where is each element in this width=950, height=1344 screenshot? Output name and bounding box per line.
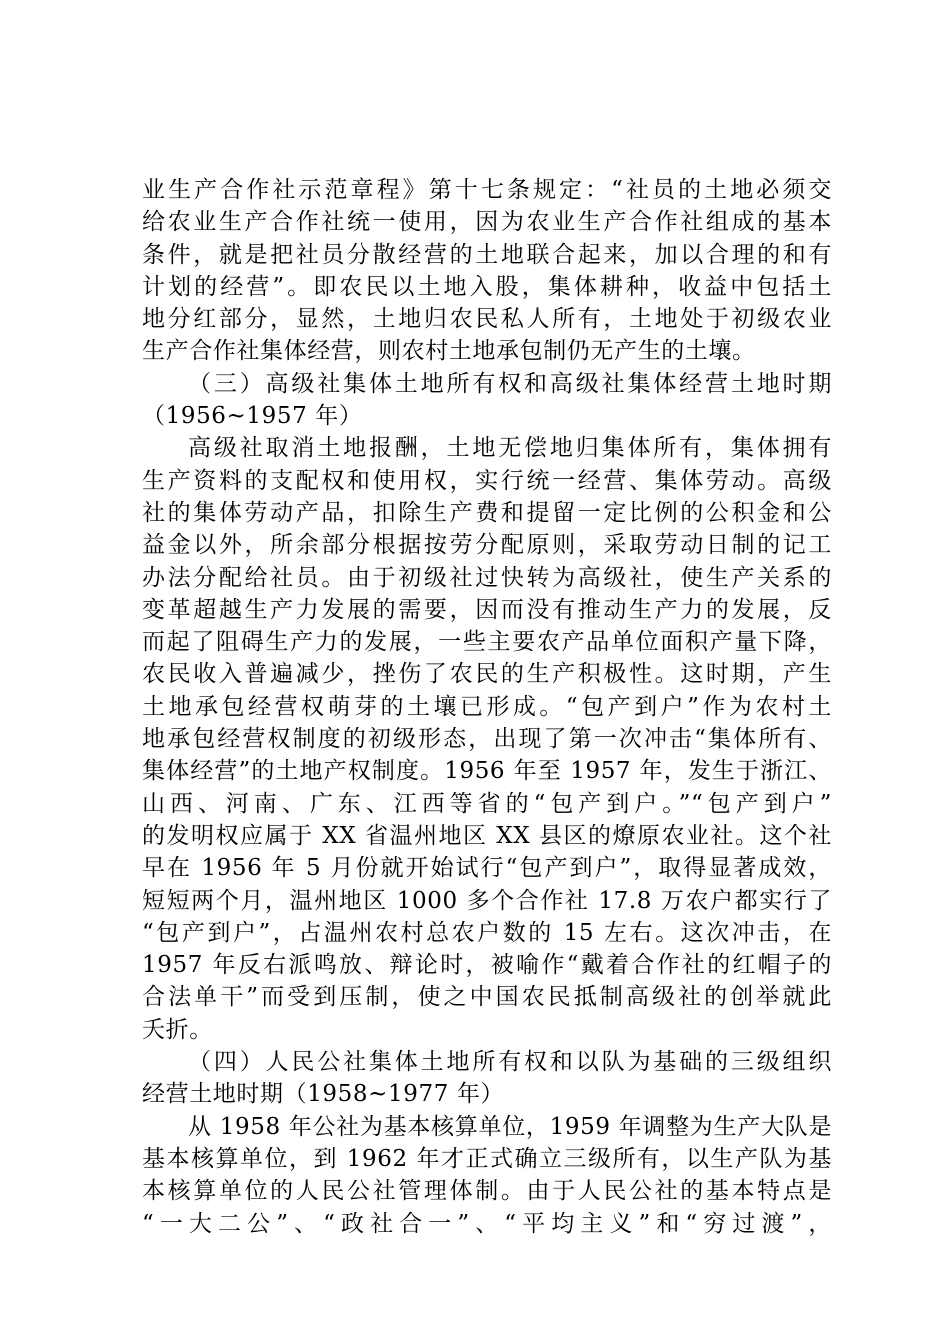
text-line: 变革超越生产力发展的需要，因而没有推动生产力的发展，反 [142,596,832,623]
text-line: “一大二公”、“政社合一”、“平均主义”和“穷过渡”， [142,1210,832,1237]
text-line: “包产到户”，占温州农村总农户数的 15 左右。这次冲击，在 [142,919,832,946]
text-line: 1957 年反右派鸣放、辩论时，被喻作“戴着合作社的红帽子的 [142,952,832,979]
text-line: 高级社取消土地报酬，土地无偿地归集体所有，集体拥有 [188,435,832,462]
text-line: 山西、河南、广东、江西等省的“包产到户。”“包产到户” [142,790,832,817]
text-line: （三）高级社集体土地所有权和高级社集体经营土地时期 [188,370,832,397]
text-line: 地承包经营权制度的初级形态，出现了第一次冲击“集体所有、 [142,726,832,753]
text-line: 集体经营”的土地产权制度。1956 年至 1957 年，发生于浙江、 [142,758,832,785]
text-line: 农民收入普遍减少，挫伤了农民的生产积极性。这时期，产生 [142,661,832,688]
text-line: 本核算单位的人民公社管理体制。由于人民公社的基本特点是 [142,1178,832,1205]
text-line: 益金以外，所余部分根据按劳分配原则，采取劳动日制的记工 [142,532,832,559]
text-line: 地分红部分，显然，土地归农民私人所有，土地处于初级农业 [142,306,832,333]
text-line: 夭折。 [142,1016,213,1043]
text-line: 土地承包经营权萌芽的土壤已形成。“包产到户”作为农村土 [142,693,832,720]
text-line: 短短两个月，温州地区 1000 多个合作社 17.8 万农户都实行了 [142,887,832,914]
text-line: 的发明权应属于 XX 省温州地区 XX 县区的燎原农业社。这个社 [142,822,832,849]
text-line: （1956~1957 年） [142,403,363,430]
text-line: 生产合作社集体经营，则农村土地承包制仍无产生的土壤。 [142,338,756,365]
text-line: 计划的经营”。即农民以土地入股，集体耕种，收益中包括土 [142,273,832,300]
text-line: 合法单干”而受到压制，使之中国农民抵制高级社的创举就此 [142,984,832,1011]
text-line: 给农业生产合作社统一使用，因为农业生产合作社组成的基本 [142,209,832,236]
text-line: 而起了阻碍生产力的发展，一些主要农产品单位面积产量下降， [142,629,832,656]
text-line: 业生产合作社示范章程》第十七条规定：“社员的土地必须交 [142,177,832,203]
text-line: 条件，就是把社员分散经营的土地联合起来，加以合理的和有 [142,241,832,268]
text-line: 从 1958 年公社为基本核算单位，1959 年调整为生产大队是 [188,1113,832,1140]
document-text-body [142,174,832,1240]
text-line: 社的集体劳动产品，扣除生产费和提留一定比例的公积金和公 [142,499,832,526]
text-line: （四）人民公社集体土地所有权和以队为基础的三级组织 [188,1049,832,1076]
text-line: 基本核算单位，到 1962 年才正式确立三级所有，以生产队为基 [142,1145,832,1172]
text-line: 生产资料的支配权和使用权，实行统一经营、集体劳动。高级 [142,467,832,494]
text-line: 经营土地时期（1958~1977 年） [142,1081,505,1108]
text-line: 早在 1956 年 5 月份就开始试行“包产到户”，取得显著成效， [142,855,832,882]
text-line: 办法分配给社员。由于初级社过快转为高级社，使生产关系的 [142,564,832,591]
